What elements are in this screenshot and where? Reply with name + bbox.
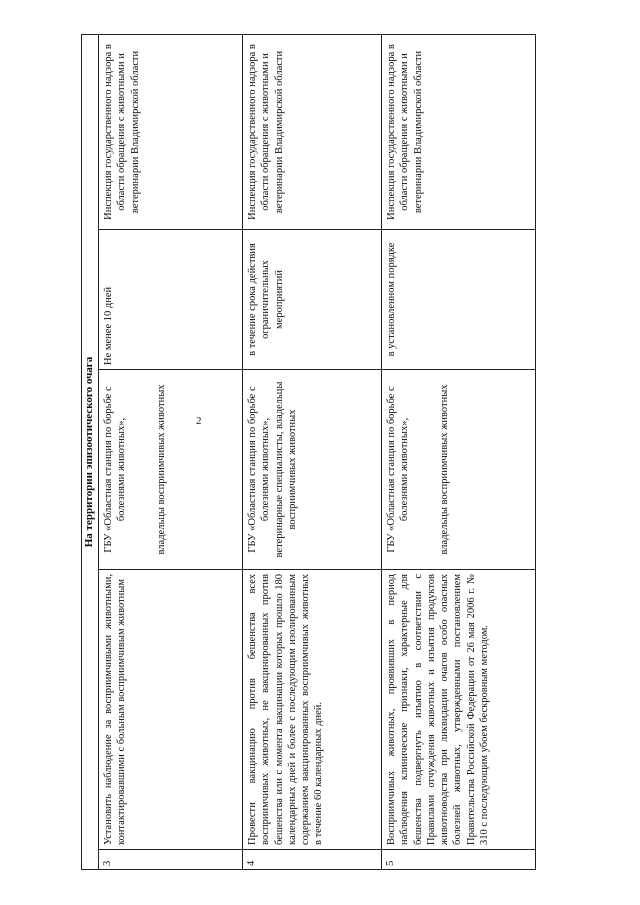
measures-table (81, 34, 536, 870)
measure-cell: Восприимчивых животных, проявивших в период наблюдения клинические признаки, характерные для бешенства подвергнуть изъятию в соответствии с Правилами отчуждения животных и изъятия продуктов животноводства при ликвидации очагов особо опасных болезней животных, утвержденными постановлением Правительства Российской Федерации от 26 мая 2006 г. № 310 с последующим убоем бескровным методом. (382, 570, 536, 850)
executor-org: ГБУ «Областная станция по борьбе с болезнями животных», (103, 386, 128, 553)
control-cell: Инспекция государственного надзора в области обращения с животными и ветеринарии Владимирской области (382, 34, 536, 229)
executors-cell (382, 370, 536, 570)
table-row (99, 34, 243, 869)
executor-owners: владельцы восприимчивых животных (155, 384, 167, 555)
table-row (382, 34, 536, 869)
control-cell: Инспекция государственного надзора в области обращения с животными и ветеринарии Владимирской области (243, 34, 382, 229)
executors-cell (243, 370, 382, 570)
measure-cell: Установить наблюдение за восприимчивыми животными, контактировавшими с больным восприимчивым животным (99, 570, 243, 850)
term-cell: Не менее 10 дней (99, 230, 243, 370)
executors-cell (99, 370, 243, 570)
executor-owners: владельцы восприимчивых животных (438, 384, 450, 555)
executor-org: ГБУ «Областная станция по борьбе с болезнями животных», (386, 386, 411, 553)
page-number: 2 (196, 415, 202, 427)
row-number: 5 (382, 850, 536, 870)
row-number: 4 (243, 850, 382, 870)
term-cell: в установленном порядке (382, 230, 536, 370)
executor-org: ГБУ «Областная станция по борьбе с болезнями животных», (247, 386, 272, 553)
control-cell: Инспекция государственного надзора в области обращения с животными и ветеринарии Владимирской области (99, 34, 243, 229)
measure-cell: Провести вакцинацию против бешенства всех восприимчивых животных, не вакцинированных против бешенства или с момента вакцинации которых прошло 180 календарных дней и более с последующим изолированным содержанием вакцинированных восприимчивых животных в течение 60 календарных дней. (243, 570, 382, 850)
row-number: 3 (99, 850, 243, 870)
section-title: На территории эпизоотического очага (82, 34, 99, 869)
executor-specialists: ветеринарные специалисты, владельцы восприимчивых животных (273, 381, 298, 558)
rotated-table-container (81, 35, 535, 870)
section-header-row (82, 34, 99, 869)
term-cell: в течение срока действия ограничительных мероприятий (243, 230, 382, 370)
table-row (243, 34, 382, 869)
